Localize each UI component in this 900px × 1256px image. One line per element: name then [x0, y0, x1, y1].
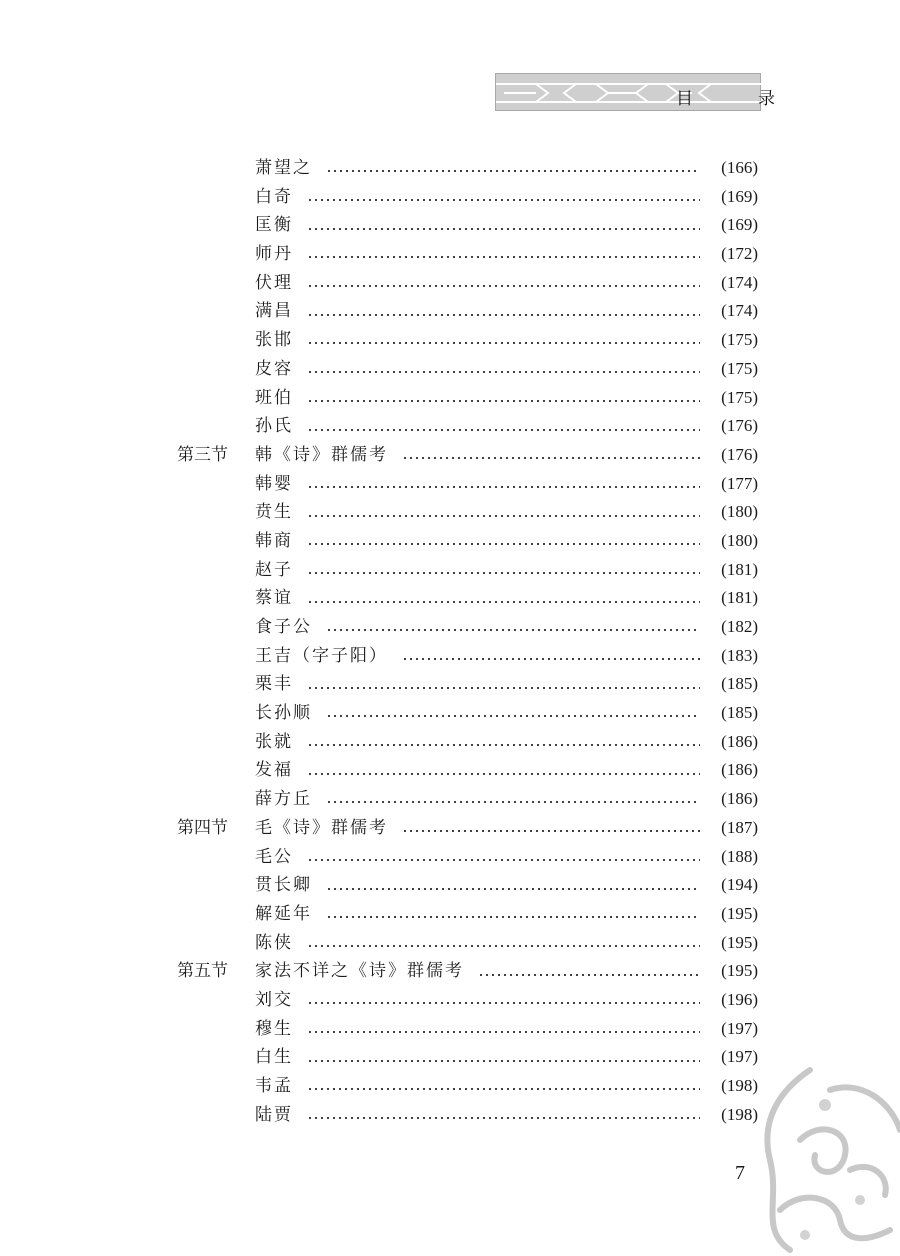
toc-entry	[0, 670, 900, 699]
entry-title: 毛《诗》群儒考	[255, 817, 388, 838]
floral-ornament-icon	[740, 1060, 900, 1256]
toc-entry	[0, 326, 900, 355]
entry-line	[255, 355, 700, 384]
dot-leader	[307, 1060, 700, 1062]
entry-title: 张就	[255, 731, 293, 752]
entry-title: 贯长卿	[255, 875, 312, 896]
dot-leader	[326, 629, 700, 631]
entry-line	[255, 384, 700, 413]
dot-leader	[307, 773, 700, 775]
entry-page: (181)	[721, 588, 758, 608]
dot-leader	[478, 974, 700, 976]
dot-leader	[402, 830, 700, 832]
toc-entry	[0, 929, 900, 958]
entry-line	[255, 1072, 700, 1101]
section-label: 第五节	[177, 961, 228, 982]
dot-leader	[307, 371, 700, 373]
entry-line	[255, 728, 700, 757]
toc-entry	[0, 814, 900, 843]
entry-title: 贲生	[255, 502, 293, 523]
entry-title: 满昌	[255, 301, 293, 322]
entry-title: 毛公	[255, 846, 293, 867]
entry-title: 韩商	[255, 530, 293, 551]
entry-line	[255, 900, 700, 929]
entry-title: 发福	[255, 760, 293, 781]
entry-title: 栗丰	[255, 674, 293, 695]
entry-page: (183)	[721, 645, 758, 665]
entry-line	[255, 584, 700, 613]
entry-page: (196)	[721, 989, 758, 1009]
toc-entry	[0, 183, 900, 212]
entry-title: 萧望之	[255, 158, 312, 178]
entry-line	[255, 1043, 700, 1072]
toc-entry	[0, 699, 900, 728]
entry-page: (174)	[721, 301, 758, 321]
entry-title: 白生	[255, 1047, 293, 1068]
toc-entry	[0, 642, 900, 671]
toc-entry	[0, 584, 900, 613]
toc-entry	[0, 269, 900, 298]
entry-title: 陆贾	[255, 1104, 293, 1125]
entry-title: 张邯	[255, 330, 293, 351]
dot-leader	[307, 285, 700, 287]
toc-entry	[0, 1015, 900, 1044]
dot-leader	[307, 859, 700, 861]
dot-leader	[326, 170, 700, 172]
toc-entry	[0, 785, 900, 814]
entry-line	[255, 498, 700, 527]
entry-page: (186)	[721, 789, 758, 809]
dot-leader	[307, 228, 700, 230]
entry-line	[255, 929, 700, 958]
dot-leader	[307, 1088, 700, 1090]
entry-page: (175)	[721, 387, 758, 407]
toc-entry	[0, 871, 900, 900]
entry-title: 刘交	[255, 989, 293, 1010]
toc-entry	[0, 756, 900, 785]
entry-page: (166)	[721, 158, 758, 177]
toc-entry	[0, 843, 900, 872]
dot-leader	[307, 543, 700, 545]
entry-line	[255, 871, 700, 900]
entry-line	[255, 670, 700, 699]
entry-page: (185)	[721, 703, 758, 723]
dot-leader	[307, 199, 700, 201]
dot-leader	[326, 888, 700, 890]
toc-entry	[0, 441, 900, 470]
entry-page: (197)	[721, 1018, 758, 1038]
entry-title: 薛方丘	[255, 789, 312, 810]
toc-entry	[0, 957, 900, 986]
toc-entry	[0, 240, 900, 269]
entry-title: 家法不详之《诗》群儒考	[255, 961, 464, 982]
entry-title: 食子公	[255, 617, 312, 637]
dot-leader	[307, 256, 700, 258]
toc-entry	[0, 556, 900, 585]
dot-leader	[307, 1031, 700, 1033]
toc-entry	[0, 154, 900, 183]
toc-entry	[0, 297, 900, 326]
dot-leader	[307, 744, 700, 746]
entry-line	[255, 412, 700, 441]
section-label: 第四节	[177, 817, 228, 838]
dot-leader	[307, 572, 700, 574]
dot-leader	[307, 342, 700, 344]
entry-line	[255, 843, 700, 872]
entry-title: 陈侠	[255, 932, 293, 953]
dot-leader	[307, 945, 700, 947]
toc-entry	[0, 527, 900, 556]
entry-page: (198)	[721, 1104, 758, 1124]
entry-line	[255, 1101, 700, 1130]
entry-title: 韩婴	[255, 473, 293, 494]
entry-page: (169)	[721, 215, 758, 235]
table-of-contents	[0, 154, 900, 1129]
entry-line	[255, 297, 700, 326]
entry-line	[255, 269, 700, 298]
dot-leader	[307, 400, 700, 402]
toc-entry	[0, 384, 900, 413]
entry-page: (169)	[721, 186, 758, 206]
entry-page: (176)	[721, 444, 758, 464]
entry-line	[255, 1015, 700, 1044]
dot-leader	[307, 1002, 700, 1004]
entry-page: (195)	[721, 903, 758, 923]
entry-line	[255, 613, 700, 642]
toc-entry	[0, 355, 900, 384]
entry-line	[255, 240, 700, 269]
dot-leader	[402, 658, 700, 660]
entry-title: 匡衡	[255, 215, 293, 236]
toc-entry	[0, 412, 900, 441]
dot-leader	[402, 457, 700, 459]
entry-page: (175)	[721, 358, 758, 378]
entry-page: (176)	[721, 416, 758, 436]
entry-page: (182)	[721, 617, 758, 636]
entry-page: (175)	[721, 330, 758, 350]
entry-title: 皮容	[255, 358, 293, 379]
entry-line	[255, 986, 700, 1015]
entry-page: (180)	[721, 502, 758, 522]
entry-title: 师丹	[255, 244, 293, 265]
dot-leader	[326, 801, 700, 803]
entry-title: 韦孟	[255, 1076, 293, 1096]
entry-page: (187)	[721, 817, 758, 837]
entry-page: (195)	[721, 961, 758, 981]
entry-title: 伏理	[255, 272, 293, 293]
entry-page: (172)	[721, 244, 758, 264]
entry-line	[255, 699, 700, 728]
entry-line	[255, 326, 700, 355]
entry-page: (186)	[721, 760, 758, 780]
entry-line	[255, 814, 700, 843]
entry-page: (198)	[721, 1076, 758, 1095]
dot-leader	[307, 1117, 700, 1119]
page-number: 7	[735, 1162, 745, 1184]
dot-leader	[307, 687, 700, 689]
entry-page: (181)	[721, 559, 758, 579]
entry-title: 王吉（字子阳）	[255, 645, 388, 666]
entry-page: (194)	[721, 875, 758, 895]
entry-line	[255, 183, 700, 212]
entry-line	[255, 527, 700, 556]
entry-title: 解延年	[255, 903, 312, 924]
dot-leader	[307, 429, 700, 431]
dot-leader	[307, 486, 700, 488]
entry-title: 赵子	[255, 559, 293, 580]
entry-page: (186)	[721, 731, 758, 751]
entry-line	[255, 756, 700, 785]
dot-leader	[307, 314, 700, 316]
entry-title: 长孙顺	[255, 703, 312, 724]
entry-page: (180)	[721, 530, 758, 550]
entry-page: (188)	[721, 846, 758, 866]
entry-line	[255, 785, 700, 814]
toc-entry	[0, 728, 900, 757]
dot-leader	[326, 916, 700, 918]
dot-leader	[307, 601, 700, 603]
page-title: 目 录	[676, 89, 799, 109]
toc-entry	[0, 900, 900, 929]
entry-line	[255, 154, 700, 183]
entry-page: (174)	[721, 272, 758, 292]
entry-title: 蔡谊	[255, 588, 293, 609]
toc-entry	[0, 470, 900, 499]
entry-page: (197)	[721, 1047, 758, 1067]
toc-entry	[0, 613, 900, 642]
entry-title: 穆生	[255, 1018, 293, 1039]
entry-title: 白奇	[255, 186, 293, 207]
entry-page: (195)	[721, 932, 758, 952]
entry-title: 班伯	[255, 387, 293, 408]
entry-line	[255, 470, 700, 499]
toc-entry	[0, 211, 900, 240]
entry-line	[255, 211, 700, 240]
entry-line	[255, 642, 700, 671]
dot-leader	[307, 515, 700, 517]
entry-title: 孙氏	[255, 416, 293, 437]
entry-line	[255, 441, 700, 470]
toc-entry	[0, 498, 900, 527]
entry-line	[255, 556, 700, 585]
entry-title: 韩《诗》群儒考	[255, 444, 388, 465]
entry-line	[255, 957, 700, 986]
toc-entry	[0, 986, 900, 1015]
section-label: 第三节	[177, 444, 228, 465]
entry-page: (177)	[721, 473, 758, 493]
entry-page: (185)	[721, 674, 758, 694]
dot-leader	[326, 715, 700, 717]
